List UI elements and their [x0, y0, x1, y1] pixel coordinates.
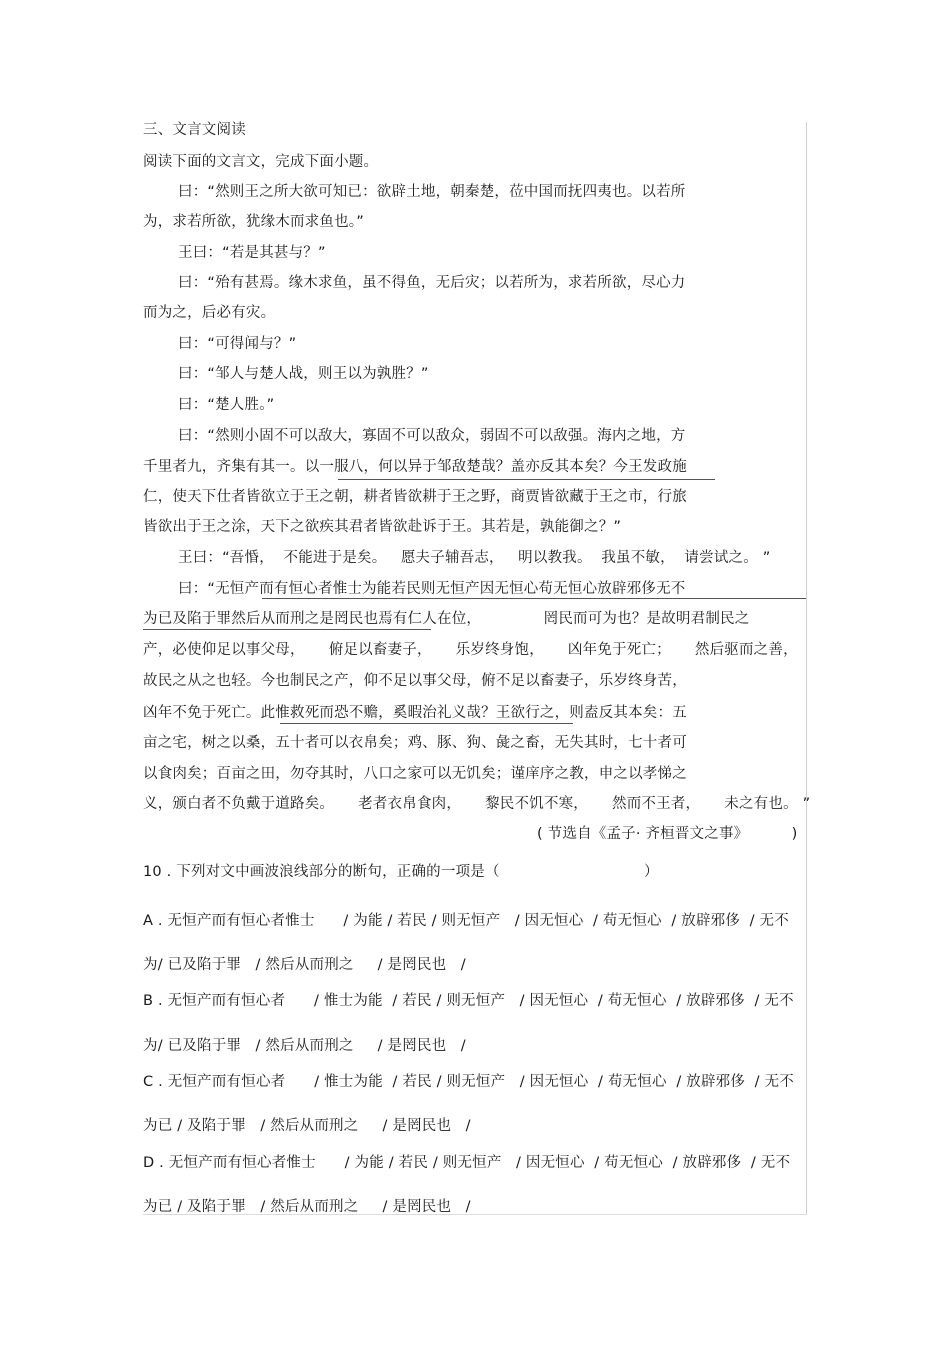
option-d-line2[interactable]: 为已 / 及陷于罪 / 然后从而刑之 / 是罔民也 / — [143, 1199, 471, 1215]
passage-line: 曰：“无恒产而有恒心者惟士为能若民则无恒产因无恒心苟无恒心放辟邪侈无不 — [178, 581, 686, 597]
passage-line: 为已及陷于罪然后从而刑之是罔民也焉有仁人在位， 罔民而可为也？是故明君制民之 — [143, 611, 750, 627]
passage-line: 曰：“可得闻与？” — [178, 336, 297, 352]
option-d-line1[interactable]: D . 无恒产而有恒心者惟士 / 为能 / 若民 / 则无恒产 / 因无恒心 / 苟无恒心 / 放辟邪侈 / 无不 — [143, 1155, 791, 1171]
option-c-line2[interactable]: 为已 / 及陷于罪 / 然后从而刑之 / 是罔民也 / — [143, 1118, 471, 1134]
passage-line: 曰：“殆有甚焉。缘木求鱼，虽不得鱼，无后灾；以若所为，求若所欲，尽心力 — [178, 275, 686, 291]
passage-line: 而为之，后必有灾。 — [143, 305, 276, 321]
question-stem: 10 . 下列对文中画波浪线部分的断句，正确的一项是（ ） — [143, 864, 659, 880]
option-c-line1[interactable]: C . 无恒产而有恒心者 / 惟士为能 / 若民 / 则无恒产 / 因无恒心 / 苟无恒心 / 放辟邪侈 / 无不 — [143, 1074, 794, 1090]
option-a-line1[interactable]: A . 无恒产而有恒心者惟士 / 为能 / 若民 / 则无恒产 / 因无恒心 / 苟无恒心 / 放辟邪侈 / 无不 — [143, 913, 789, 929]
underline — [280, 723, 573, 724]
option-a-line2[interactable]: 为/ 已及陷于罪 / 然后从而刑之 / 是罔民也 / — [143, 957, 466, 973]
underline — [338, 479, 715, 480]
wavy-underline — [262, 598, 806, 599]
source-citation: ( 节选自《孟子· 齐桓晋文之事》 ) — [537, 826, 798, 842]
passage-line: 曰：“楚人胜。” — [178, 397, 275, 413]
passage-line: 亩之宅，树之以桑，五十者可以衣帛矣；鸡、豚、狗、彘之畜，无失其时，七十者可 — [143, 735, 687, 751]
passage-line: 王曰：“吾惛， 不能进于是矣。 愿夫子辅吾志， 明以教我。 我虽不敏， 请尝试之。 ” — [178, 550, 771, 566]
passage-line: 故民之从之也轻。今也制民之产，仰不足以事父母，俯不足以畜妻子，乐岁终身苦， — [143, 673, 687, 689]
passage-line: 义，颁白者不负戴于道路矣。 老者衣帛食肉， 黎民不饥不寒， 然而不王者， 未之有也。 ” — [143, 796, 811, 812]
passage-line: 产，必使仰足以事父母， 俯足以畜妻子， 乐岁终身饱， 凶年免于死亡； 然后驱而之善， — [143, 642, 798, 658]
passage-line: 以食肉矣；百亩之田，勿夺其时，八口之家可以无饥矣；谨庠序之教，申之以孝悌之 — [143, 766, 687, 782]
passage-line: 王曰：“若是其甚与？” — [178, 245, 326, 261]
passage-line: 凶年不免于死亡。此惟救死而恐不赡，奚暇治礼义哉？王欲行之，则盍反其本矣：五 — [143, 705, 687, 721]
option-b-line1[interactable]: B . 无恒产而有恒心者 / 惟士为能 / 若民 / 则无恒产 / 因无恒心 / 苟无恒心 / 放辟邪侈 / 无不 — [143, 993, 794, 1009]
passage-line: 曰：“然则小固不可以敌大，寡固不可以敌众，弱固不可以敌强。海内之地，方 — [178, 428, 686, 444]
passage-line: 曰：“邹人与楚人战，则王以为孰胜？” — [178, 366, 429, 382]
passage-line: 千里者九，齐集有其一。以一服八，何以异于邹敌楚哉？盖亦反其本矣？今王发政施 — [143, 459, 687, 475]
passage-line: 皆欲出于王之涂，天下之欲疾其君者皆欲赴诉于王。其若是，孰能御之？” — [143, 519, 622, 535]
wavy-underline — [143, 629, 431, 630]
passage-line: 仁，使天下仕者皆欲立于王之朝，耕者皆欲耕于王之野，商贾皆欲藏于王之市，行旅 — [143, 489, 687, 505]
instruction: 阅读下面的文言文，完成下面小题。 — [143, 154, 379, 170]
option-b-line2[interactable]: 为/ 已及陷于罪 / 然后从而刑之 / 是罔民也 / — [143, 1038, 466, 1054]
passage-line: 曰：“然则王之所大欲可知已：欲辟土地，朝秦楚，莅中国而抚四夷也。以若所 — [178, 184, 686, 200]
passage-line: 为，求若所欲，犹缘木而求鱼也。” — [143, 214, 364, 230]
section-title: 三、文言文阅读 — [143, 122, 246, 138]
page-border-right — [806, 122, 807, 1215]
